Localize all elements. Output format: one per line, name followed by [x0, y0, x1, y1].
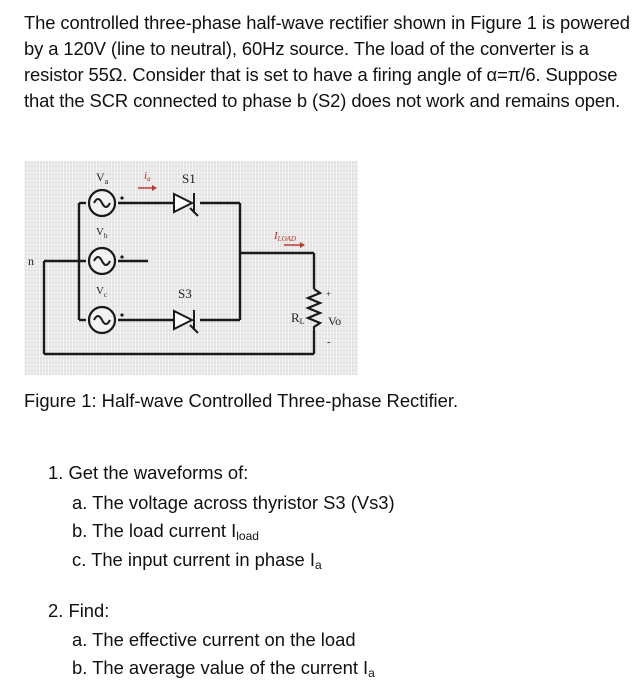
question-1c-text: The input current in phase I [91, 549, 315, 570]
figure-caption: Figure 1: Half-wave Controlled Three-phase Rectifier. [24, 390, 459, 411]
ia-arrow [138, 185, 157, 191]
vo-label: Vo [328, 314, 342, 328]
question-2b [72, 657, 375, 680]
thyristor-s1 [174, 193, 198, 216]
thyristor-s3 [174, 310, 198, 333]
vo-plus-label: + [326, 289, 332, 299]
question-2-text: Find: [68, 600, 110, 621]
question-1c-subscript: a [314, 558, 322, 572]
source-vb [89, 248, 115, 274]
polarity-dot-a [120, 196, 123, 199]
question-1a-text: The voltage across thyristor S3 (Vs3) [92, 492, 395, 513]
question-1b [72, 520, 259, 543]
polarity-dot-b [120, 255, 123, 258]
va-label: $V_a$ [96, 170, 109, 186]
question-2a-text: The effective current on the load [92, 629, 356, 650]
neutral-label: n [28, 254, 34, 268]
source-vc [89, 307, 115, 333]
problem-statement: The controlled three-phase half-wave rectifier shown in Figure 1 is powered by a 120V (line to neutral), 60Hz source. The load of the converter is a resistor 55Ω. Consider that is set to have a firing angle of α=π/6. Suppose that the SCR connected to phase b (S2) does not work and remains open. [24, 12, 630, 111]
circuit-wires [44, 203, 314, 354]
vc-label: $V_c$ [96, 285, 108, 299]
vo-minus-label: - [327, 336, 331, 348]
question-2b-subscript: a [368, 666, 375, 680]
ia-label: ia [144, 170, 151, 183]
polarity-dot-c [120, 313, 123, 316]
question-1 [48, 462, 248, 484]
s3-label: S3 [178, 286, 192, 301]
circuit-figure [24, 161, 358, 375]
rl-label: RL [291, 310, 305, 326]
question-1b-letter: b. [72, 520, 88, 541]
question-2a [72, 629, 356, 651]
question-2-number: 2. [48, 600, 64, 621]
question-1c-letter: c. [72, 549, 87, 570]
vb-label: $V_b$ [96, 226, 108, 240]
circuit-diagram [24, 161, 358, 375]
question-1-text: Get the waveforms of: [68, 462, 249, 483]
question-1a-letter: a. [72, 492, 88, 513]
question-1b-text: The load current I [92, 520, 237, 541]
question-1a [72, 492, 395, 514]
question-1-number: 1. [48, 462, 64, 483]
question-2b-text: The average value of the current I [92, 657, 369, 678]
iload-label: ILOAD [274, 230, 296, 243]
question-1c [72, 549, 322, 572]
question-2a-letter: a. [72, 629, 88, 650]
s1-label: S1 [182, 171, 196, 186]
question-2b-letter: b. [72, 657, 88, 678]
question-1b-subscript: load [236, 529, 259, 543]
source-va [89, 190, 115, 216]
load-resistor [308, 289, 320, 331]
question-2 [48, 600, 109, 622]
